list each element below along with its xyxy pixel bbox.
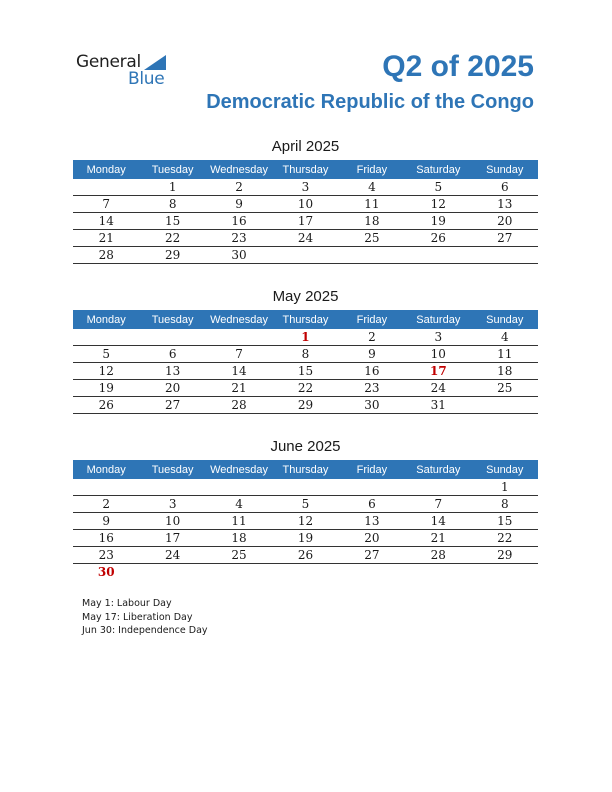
empty-day-cell — [206, 329, 272, 346]
day-cell: 30 — [97, 565, 115, 579]
weekday-header: Monday — [73, 460, 139, 479]
day-cell: 30 — [339, 397, 405, 414]
week-row — [73, 329, 538, 346]
month-title: May 2025 — [272, 288, 339, 305]
day-cell: 27 — [339, 547, 405, 564]
weekday-header: Saturday — [405, 460, 471, 479]
empty-day-cell — [472, 397, 538, 414]
weekday-header-row — [73, 310, 538, 329]
day-cell: 31 — [405, 397, 471, 414]
week-row — [73, 363, 538, 380]
week-row — [73, 230, 538, 247]
day-cell: 24 — [139, 547, 205, 564]
day-cell: 22 — [472, 530, 538, 547]
day-cell: 14 — [73, 213, 139, 230]
week-row — [73, 380, 538, 397]
week-row — [73, 346, 538, 363]
weekday-header: Tuesday — [139, 310, 205, 329]
month-june — [73, 436, 538, 580]
day-cell: 3 — [272, 179, 338, 196]
country-subtitle: Democratic Republic of the Congo — [206, 91, 534, 113]
day-cell: 8 — [272, 346, 338, 363]
week-row — [73, 530, 538, 547]
week-row — [73, 213, 538, 230]
day-cell: 23 — [206, 230, 272, 247]
day-cell: 18 — [206, 530, 272, 547]
day-cell: 16 — [73, 530, 139, 547]
day-cell: 23 — [73, 547, 139, 564]
holiday-note: May 1: Labour Day — [82, 598, 172, 609]
day-cell: 18 — [339, 213, 405, 230]
month-title: June 2025 — [270, 438, 341, 455]
weekday-header-row — [73, 460, 538, 479]
day-cell: 4 — [339, 179, 405, 196]
empty-day-cell — [139, 329, 205, 346]
empty-day-cell — [405, 564, 471, 581]
day-cell: 2 — [73, 496, 139, 513]
empty-day-cell — [139, 479, 205, 496]
day-cell: 28 — [405, 547, 471, 564]
day-cell: 25 — [472, 380, 538, 397]
week-row — [73, 496, 538, 513]
month-title: April 2025 — [271, 138, 340, 155]
day-cell: 11 — [339, 196, 405, 213]
day-cell: 14 — [206, 363, 272, 380]
day-cell: 6 — [339, 496, 405, 513]
week-row — [73, 179, 538, 196]
weekday-header: Tuesday — [139, 160, 205, 179]
day-cell: 15 — [272, 363, 338, 380]
day-cell: 10 — [272, 196, 338, 213]
day-cell: 20 — [139, 380, 205, 397]
day-cell: 21 — [405, 530, 471, 547]
day-cell: 7 — [73, 196, 139, 213]
weekday-header: Friday — [339, 310, 405, 329]
week-row — [73, 196, 538, 213]
holiday-note: May 17: Liberation Day — [82, 611, 193, 623]
logo-general-text: General — [76, 52, 141, 72]
weekday-header-row — [73, 160, 538, 179]
day-cell: 6 — [139, 346, 205, 363]
week-row — [73, 397, 538, 414]
day-cell: 9 — [73, 513, 139, 530]
day-cell: 1 — [472, 479, 538, 496]
day-cell: 19 — [405, 213, 471, 230]
week-row — [73, 479, 538, 496]
day-cell: 17 — [272, 213, 338, 230]
day-cell: 22 — [272, 380, 338, 397]
weekday-header: Sunday — [472, 310, 538, 329]
day-cell: 10 — [405, 346, 471, 363]
day-cell: 2 — [339, 329, 405, 346]
day-cell: 26 — [405, 230, 471, 247]
empty-day-cell — [272, 479, 338, 496]
day-cell: 13 — [139, 363, 205, 380]
day-cell: 8 — [472, 496, 538, 513]
page-title: Q2 of 2025 — [382, 50, 534, 83]
week-row — [73, 513, 538, 530]
day-cell: 22 — [139, 230, 205, 247]
month-april — [73, 136, 538, 264]
empty-day-cell — [339, 247, 405, 264]
empty-day-cell — [139, 564, 205, 581]
day-cell: 26 — [272, 547, 338, 564]
empty-day-cell — [73, 329, 139, 346]
empty-day-cell — [405, 479, 471, 496]
day-cell: 6 — [472, 179, 538, 196]
day-cell: 28 — [206, 397, 272, 414]
holiday-note: Jun 30: Independence Day — [82, 625, 208, 636]
day-cell: 3 — [405, 329, 471, 346]
weekday-header: Tuesday — [139, 460, 205, 479]
day-cell: 15 — [139, 213, 205, 230]
day-cell: 2 — [206, 179, 272, 196]
empty-day-cell — [472, 247, 538, 264]
day-cell: 26 — [73, 397, 139, 414]
day-cell: 11 — [206, 513, 272, 530]
day-cell: 24 — [405, 380, 471, 397]
logo-blue-text: Blue — [128, 69, 165, 89]
weekday-header: Monday — [73, 160, 139, 179]
day-cell: 7 — [206, 346, 272, 363]
day-cell: 15 — [472, 513, 538, 530]
day-cell: 12 — [405, 196, 471, 213]
day-cell: 21 — [206, 380, 272, 397]
day-cell: 7 — [405, 496, 471, 513]
day-cell: 8 — [139, 196, 205, 213]
day-cell: 19 — [272, 530, 338, 547]
empty-day-cell — [339, 564, 405, 581]
weekday-header: Sunday — [472, 460, 538, 479]
weekday-header: Monday — [73, 310, 139, 329]
day-cell: 12 — [73, 363, 139, 380]
day-cell: 24 — [272, 230, 338, 247]
empty-day-cell — [405, 247, 471, 264]
calendar-table — [73, 160, 538, 264]
day-cell: 5 — [405, 179, 471, 196]
day-cell: 14 — [405, 513, 471, 530]
day-cell: 4 — [206, 496, 272, 513]
empty-day-cell — [206, 564, 272, 581]
day-cell: 18 — [472, 363, 538, 380]
day-cell: 20 — [339, 530, 405, 547]
day-cell: 3 — [139, 496, 205, 513]
day-cell: 13 — [472, 196, 538, 213]
day-cell: 10 — [139, 513, 205, 530]
empty-day-cell — [272, 247, 338, 264]
week-row — [73, 247, 538, 264]
day-cell: 16 — [206, 213, 272, 230]
day-cell: 1 — [139, 179, 205, 196]
day-cell: 4 — [472, 329, 538, 346]
weekday-header: Saturday — [405, 160, 471, 179]
day-cell: 17 — [139, 530, 205, 547]
day-cell: 30 — [206, 247, 272, 264]
empty-day-cell — [472, 564, 538, 581]
weekday-header: Wednesday — [206, 310, 272, 329]
weekday-header: Sunday — [472, 160, 538, 179]
weekday-header: Saturday — [405, 310, 471, 329]
day-cell: 19 — [73, 380, 139, 397]
month-may — [73, 286, 538, 414]
calendar-table — [73, 460, 538, 580]
day-cell: 21 — [73, 230, 139, 247]
weekday-header: Friday — [339, 160, 405, 179]
weekday-header: Wednesday — [206, 460, 272, 479]
weekday-header: Thursday — [272, 460, 338, 479]
empty-day-cell — [73, 179, 139, 196]
day-cell: 16 — [339, 363, 405, 380]
holiday-notes — [82, 597, 208, 638]
day-cell: 23 — [339, 380, 405, 397]
logo-triangle-icon — [144, 55, 166, 70]
calendar-table — [73, 310, 538, 414]
day-cell: 28 — [73, 247, 139, 264]
empty-day-cell — [73, 479, 139, 496]
day-cell: 27 — [472, 230, 538, 247]
empty-day-cell — [272, 564, 338, 581]
day-cell: 17 — [405, 363, 471, 380]
empty-day-cell — [206, 479, 272, 496]
day-cell: 5 — [73, 346, 139, 363]
weekday-header: Thursday — [272, 310, 338, 329]
day-cell: 29 — [472, 547, 538, 564]
day-cell: 27 — [139, 397, 205, 414]
weekday-header: Friday — [339, 460, 405, 479]
day-cell: 29 — [272, 397, 338, 414]
day-cell: 29 — [139, 247, 205, 264]
day-cell: 9 — [339, 346, 405, 363]
day-cell: 13 — [339, 513, 405, 530]
day-cell: 12 — [272, 513, 338, 530]
day-cell: 11 — [472, 346, 538, 363]
week-row — [73, 564, 538, 581]
logo — [76, 52, 186, 92]
day-cell: 20 — [472, 213, 538, 230]
empty-day-cell — [339, 479, 405, 496]
weekday-header: Thursday — [272, 160, 338, 179]
day-cell: 5 — [272, 496, 338, 513]
day-cell: 25 — [206, 547, 272, 564]
weekday-header: Wednesday — [206, 160, 272, 179]
day-cell: 1 — [272, 329, 338, 346]
week-row — [73, 547, 538, 564]
day-cell: 9 — [206, 196, 272, 213]
day-cell: 25 — [339, 230, 405, 247]
